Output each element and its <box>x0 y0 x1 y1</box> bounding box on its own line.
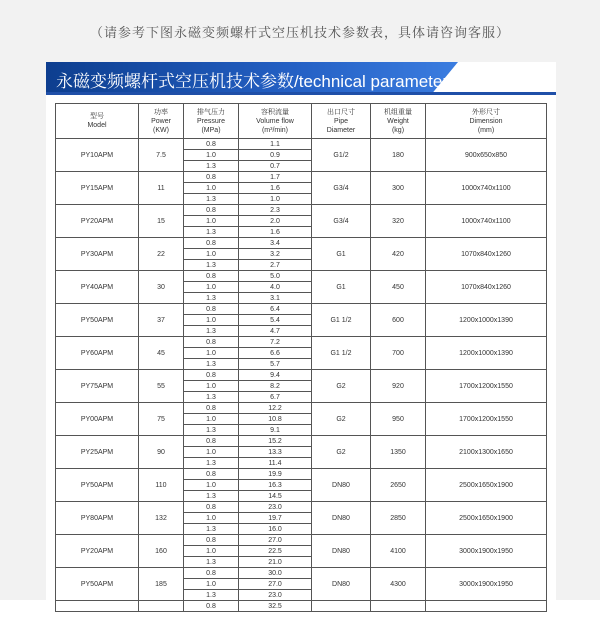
pipe-cell: G3/4 <box>312 172 371 205</box>
model-cell: PY20APM <box>56 205 139 238</box>
power-cell: 45 <box>139 337 184 370</box>
power-cell: 185 <box>139 568 184 601</box>
flow-cell: 1.7 <box>239 172 312 183</box>
dimension-cell: 1200x1000x1390 <box>426 304 547 337</box>
weight-cell: 300 <box>371 172 426 205</box>
header-text: Diameter <box>326 126 356 134</box>
pressure-cell: 0.8 <box>184 172 239 183</box>
flow-cell: 3.1 <box>239 293 312 304</box>
header-text: Dimension <box>469 117 503 125</box>
power-cell: 22 <box>139 238 184 271</box>
model-cell: PY30APM <box>56 238 139 271</box>
flow-cell: 0.7 <box>239 161 312 172</box>
flow-cell: 30.0 <box>239 568 312 579</box>
model-cell: PY60APM <box>56 337 139 370</box>
power-cell: 132 <box>139 502 184 535</box>
table-row <box>56 205 547 216</box>
pressure-cell: 1.3 <box>184 161 239 172</box>
header-text: (kg) <box>391 126 405 134</box>
table-row <box>56 568 547 579</box>
pressure-cell: 1.0 <box>184 150 239 161</box>
table-row <box>56 271 547 282</box>
pipe-cell: G1/2 <box>312 139 371 172</box>
weight-cell: 4300 <box>371 568 426 601</box>
header-text: 型号 <box>90 113 104 120</box>
flow-cell: 1.0 <box>239 194 312 205</box>
model-cell: PY00APM <box>56 403 139 436</box>
model-cell: PY75APM <box>56 370 139 403</box>
pressure-cell: 0.8 <box>184 370 239 381</box>
model-cell: PY50APM <box>56 568 139 601</box>
pipe-cell: G1 1/2 <box>312 304 371 337</box>
pressure-cell: 0.8 <box>184 238 239 249</box>
pressure-cell: 0.8 <box>184 403 239 414</box>
header-text: 功率 <box>154 108 168 116</box>
pipe-cell: G1 1/2 <box>312 337 371 370</box>
flow-cell: 16.3 <box>239 480 312 491</box>
pressure-cell: 0.8 <box>184 337 239 348</box>
power-cell: 90 <box>139 436 184 469</box>
weight-cell: 450 <box>371 271 426 304</box>
pressure-cell: 1.0 <box>184 315 239 326</box>
pressure-cell: 1.3 <box>184 194 239 205</box>
weight-cell: 700 <box>371 337 426 370</box>
table-row <box>56 403 547 414</box>
dimension-cell <box>426 601 547 612</box>
pressure-cell: 1.3 <box>184 590 239 601</box>
pressure-cell: 1.3 <box>184 293 239 304</box>
col-header-pipe <box>312 104 371 139</box>
power-cell: 37 <box>139 304 184 337</box>
weight-cell: 2850 <box>371 502 426 535</box>
flow-cell: 3.2 <box>239 249 312 260</box>
header-text: Weight <box>387 117 409 125</box>
spec-table-head <box>56 104 547 139</box>
flow-cell: 12.2 <box>239 403 312 414</box>
header-text: Volume flow <box>256 117 294 125</box>
dimension-cell: 1000x740x1100 <box>426 205 547 238</box>
model-cell: PY80APM <box>56 502 139 535</box>
model-cell: PY25APM <box>56 436 139 469</box>
table-row <box>56 502 547 513</box>
dimension-cell: 1000x740x1100 <box>426 172 547 205</box>
flow-cell: 14.5 <box>239 491 312 502</box>
pressure-cell: 0.8 <box>184 469 239 480</box>
weight-cell: 180 <box>371 139 426 172</box>
col-header-weight <box>371 104 426 139</box>
dimension-cell: 900x650x850 <box>426 139 547 172</box>
pressure-cell: 1.3 <box>184 557 239 568</box>
pressure-cell: 1.0 <box>184 282 239 293</box>
flow-cell: 3.4 <box>239 238 312 249</box>
spec-table <box>55 103 547 612</box>
header-text: Model <box>87 122 107 129</box>
pressure-cell: 1.3 <box>184 392 239 403</box>
flow-cell: 9.1 <box>239 425 312 436</box>
flow-cell: 23.0 <box>239 502 312 513</box>
pressure-cell: 0.8 <box>184 601 239 612</box>
header-text: 外形尺寸 <box>472 108 500 116</box>
weight-cell: 4100 <box>371 535 426 568</box>
header-text: 排气压力 <box>197 108 225 116</box>
dimension-cell: 3000x1900x1950 <box>426 535 547 568</box>
dimension-cell: 3000x1900x1950 <box>426 568 547 601</box>
table-row <box>56 535 547 546</box>
flow-cell: 27.0 <box>239 579 312 590</box>
weight-cell: 320 <box>371 205 426 238</box>
header-text: Power <box>151 117 171 125</box>
header-text: (KW) <box>153 126 169 134</box>
flow-cell: 4.0 <box>239 282 312 293</box>
pressure-cell: 0.8 <box>184 568 239 579</box>
flow-cell: 1.1 <box>239 139 312 150</box>
pipe-cell: DN80 <box>312 535 371 568</box>
pipe-cell: DN80 <box>312 568 371 601</box>
pressure-cell: 1.3 <box>184 524 239 535</box>
dimension-cell: 1700x1200x1550 <box>426 403 547 436</box>
col-header-power <box>139 104 184 139</box>
weight-cell: 420 <box>371 238 426 271</box>
pressure-cell: 1.0 <box>184 447 239 458</box>
pressure-cell: 0.8 <box>184 502 239 513</box>
model-cell: PY20APM <box>56 535 139 568</box>
power-cell: 75 <box>139 403 184 436</box>
spec-card <box>46 62 556 622</box>
flow-cell: 1.6 <box>239 227 312 238</box>
flow-cell: 15.2 <box>239 436 312 447</box>
pipe-cell: G2 <box>312 370 371 403</box>
table-row <box>56 370 547 381</box>
flow-cell: 7.2 <box>239 337 312 348</box>
flow-cell: 2.3 <box>239 205 312 216</box>
header-text: 机组重量 <box>384 108 412 116</box>
power-cell: 7.5 <box>139 139 184 172</box>
col-header-dimension <box>426 104 547 139</box>
spec-table-body <box>56 139 547 612</box>
pressure-cell: 1.0 <box>184 249 239 260</box>
model-cell: PY40APM <box>56 271 139 304</box>
dimension-cell: 2500x1650x1900 <box>426 502 547 535</box>
weight-cell: 2650 <box>371 469 426 502</box>
table-row <box>56 469 547 480</box>
model-cell: PY15APM <box>56 172 139 205</box>
weight-cell: 600 <box>371 304 426 337</box>
flow-cell: 1.6 <box>239 183 312 194</box>
header-text: Pressure <box>196 117 225 125</box>
power-cell: 30 <box>139 271 184 304</box>
flow-cell: 23.0 <box>239 590 312 601</box>
pressure-cell: 1.0 <box>184 579 239 590</box>
table-row <box>56 139 547 150</box>
pressure-cell: 1.3 <box>184 326 239 337</box>
table-row <box>56 304 547 315</box>
flow-cell: 19.7 <box>239 513 312 524</box>
weight-cell: 1350 <box>371 436 426 469</box>
pressure-cell: 1.0 <box>184 216 239 227</box>
pipe-cell <box>312 601 371 612</box>
pressure-cell: 0.8 <box>184 304 239 315</box>
power-cell: 55 <box>139 370 184 403</box>
dimension-cell: 2500x1650x1900 <box>426 469 547 502</box>
pressure-cell: 1.0 <box>184 183 239 194</box>
flow-cell: 9.4 <box>239 370 312 381</box>
flow-cell: 6.4 <box>239 304 312 315</box>
pressure-cell: 1.0 <box>184 513 239 524</box>
table-row <box>56 436 547 447</box>
flow-cell: 5.4 <box>239 315 312 326</box>
table-row <box>56 337 547 348</box>
pipe-cell: G1 <box>312 271 371 304</box>
spec-title: 永磁变频螺杆式空压机技术参数/technical parameter <box>56 72 449 91</box>
flow-cell: 13.3 <box>239 447 312 458</box>
pipe-cell: G2 <box>312 436 371 469</box>
pressure-cell: 1.0 <box>184 414 239 425</box>
pipe-cell: G2 <box>312 403 371 436</box>
pressure-cell: 1.0 <box>184 348 239 359</box>
title-underline <box>46 92 556 95</box>
pressure-cell: 1.3 <box>184 359 239 370</box>
pressure-cell: 1.3 <box>184 260 239 271</box>
power-cell: 110 <box>139 469 184 502</box>
header-text: Pipe <box>333 117 348 125</box>
power-cell: 160 <box>139 535 184 568</box>
flow-cell: 2.0 <box>239 216 312 227</box>
table-row <box>56 238 547 249</box>
weight-cell <box>371 601 426 612</box>
power-cell <box>139 601 184 612</box>
model-cell: PY50APM <box>56 304 139 337</box>
dimension-cell: 2100x1300x1650 <box>426 436 547 469</box>
power-cell: 11 <box>139 172 184 205</box>
header-text: 容积流量 <box>261 108 289 116</box>
pressure-cell: 0.8 <box>184 271 239 282</box>
col-header-model <box>56 104 139 139</box>
table-row <box>56 172 547 183</box>
flow-cell: 6.7 <box>239 392 312 403</box>
col-header-flow <box>239 104 312 139</box>
flow-cell: 0.9 <box>239 150 312 161</box>
header-text: 出口尺寸 <box>327 108 355 116</box>
pressure-cell: 0.8 <box>184 139 239 150</box>
model-cell: PY50APM <box>56 469 139 502</box>
header-text: (mm) <box>477 126 495 134</box>
weight-cell: 950 <box>371 403 426 436</box>
pressure-cell: 0.8 <box>184 205 239 216</box>
header-text: (MPa) <box>201 126 221 134</box>
dimension-cell: 1700x1200x1550 <box>426 370 547 403</box>
flow-cell: 32.5 <box>239 601 312 612</box>
pressure-cell: 0.8 <box>184 535 239 546</box>
table-row <box>56 601 547 612</box>
pipe-cell: G3/4 <box>312 205 371 238</box>
pipe-cell: G1 <box>312 238 371 271</box>
pressure-cell: 1.3 <box>184 458 239 469</box>
pressure-cell: 1.0 <box>184 546 239 557</box>
flow-cell: 6.6 <box>239 348 312 359</box>
flow-cell: 4.7 <box>239 326 312 337</box>
pipe-cell: DN80 <box>312 469 371 502</box>
pipe-cell: DN80 <box>312 502 371 535</box>
flow-cell: 10.8 <box>239 414 312 425</box>
consult-note: （请参考下图永磁变频螺杆式空压机技术参数表，具体请咨询客服） <box>89 25 510 40</box>
header-text: (m³/min) <box>261 126 289 134</box>
model-cell: PY10APM <box>56 139 139 172</box>
flow-cell: 5.0 <box>239 271 312 282</box>
dimension-cell: 1070x840x1260 <box>426 271 547 304</box>
flow-cell: 8.2 <box>239 381 312 392</box>
flow-cell: 2.7 <box>239 260 312 271</box>
weight-cell: 920 <box>371 370 426 403</box>
pressure-cell: 1.0 <box>184 480 239 491</box>
flow-cell: 19.9 <box>239 469 312 480</box>
col-header-pressure <box>184 104 239 139</box>
power-cell: 15 <box>139 205 184 238</box>
pressure-cell: 1.3 <box>184 491 239 502</box>
flow-cell: 21.0 <box>239 557 312 568</box>
pressure-cell: 0.8 <box>184 436 239 447</box>
flow-cell: 27.0 <box>239 535 312 546</box>
pressure-cell: 1.3 <box>184 425 239 436</box>
flow-cell: 5.7 <box>239 359 312 370</box>
flow-cell: 16.0 <box>239 524 312 535</box>
pressure-cell: 1.0 <box>184 381 239 392</box>
flow-cell: 11.4 <box>239 458 312 469</box>
flow-cell: 22.5 <box>239 546 312 557</box>
model-cell <box>56 601 139 612</box>
dimension-cell: 1070x840x1260 <box>426 238 547 271</box>
dimension-cell: 1200x1000x1390 <box>426 337 547 370</box>
pressure-cell: 1.3 <box>184 227 239 238</box>
